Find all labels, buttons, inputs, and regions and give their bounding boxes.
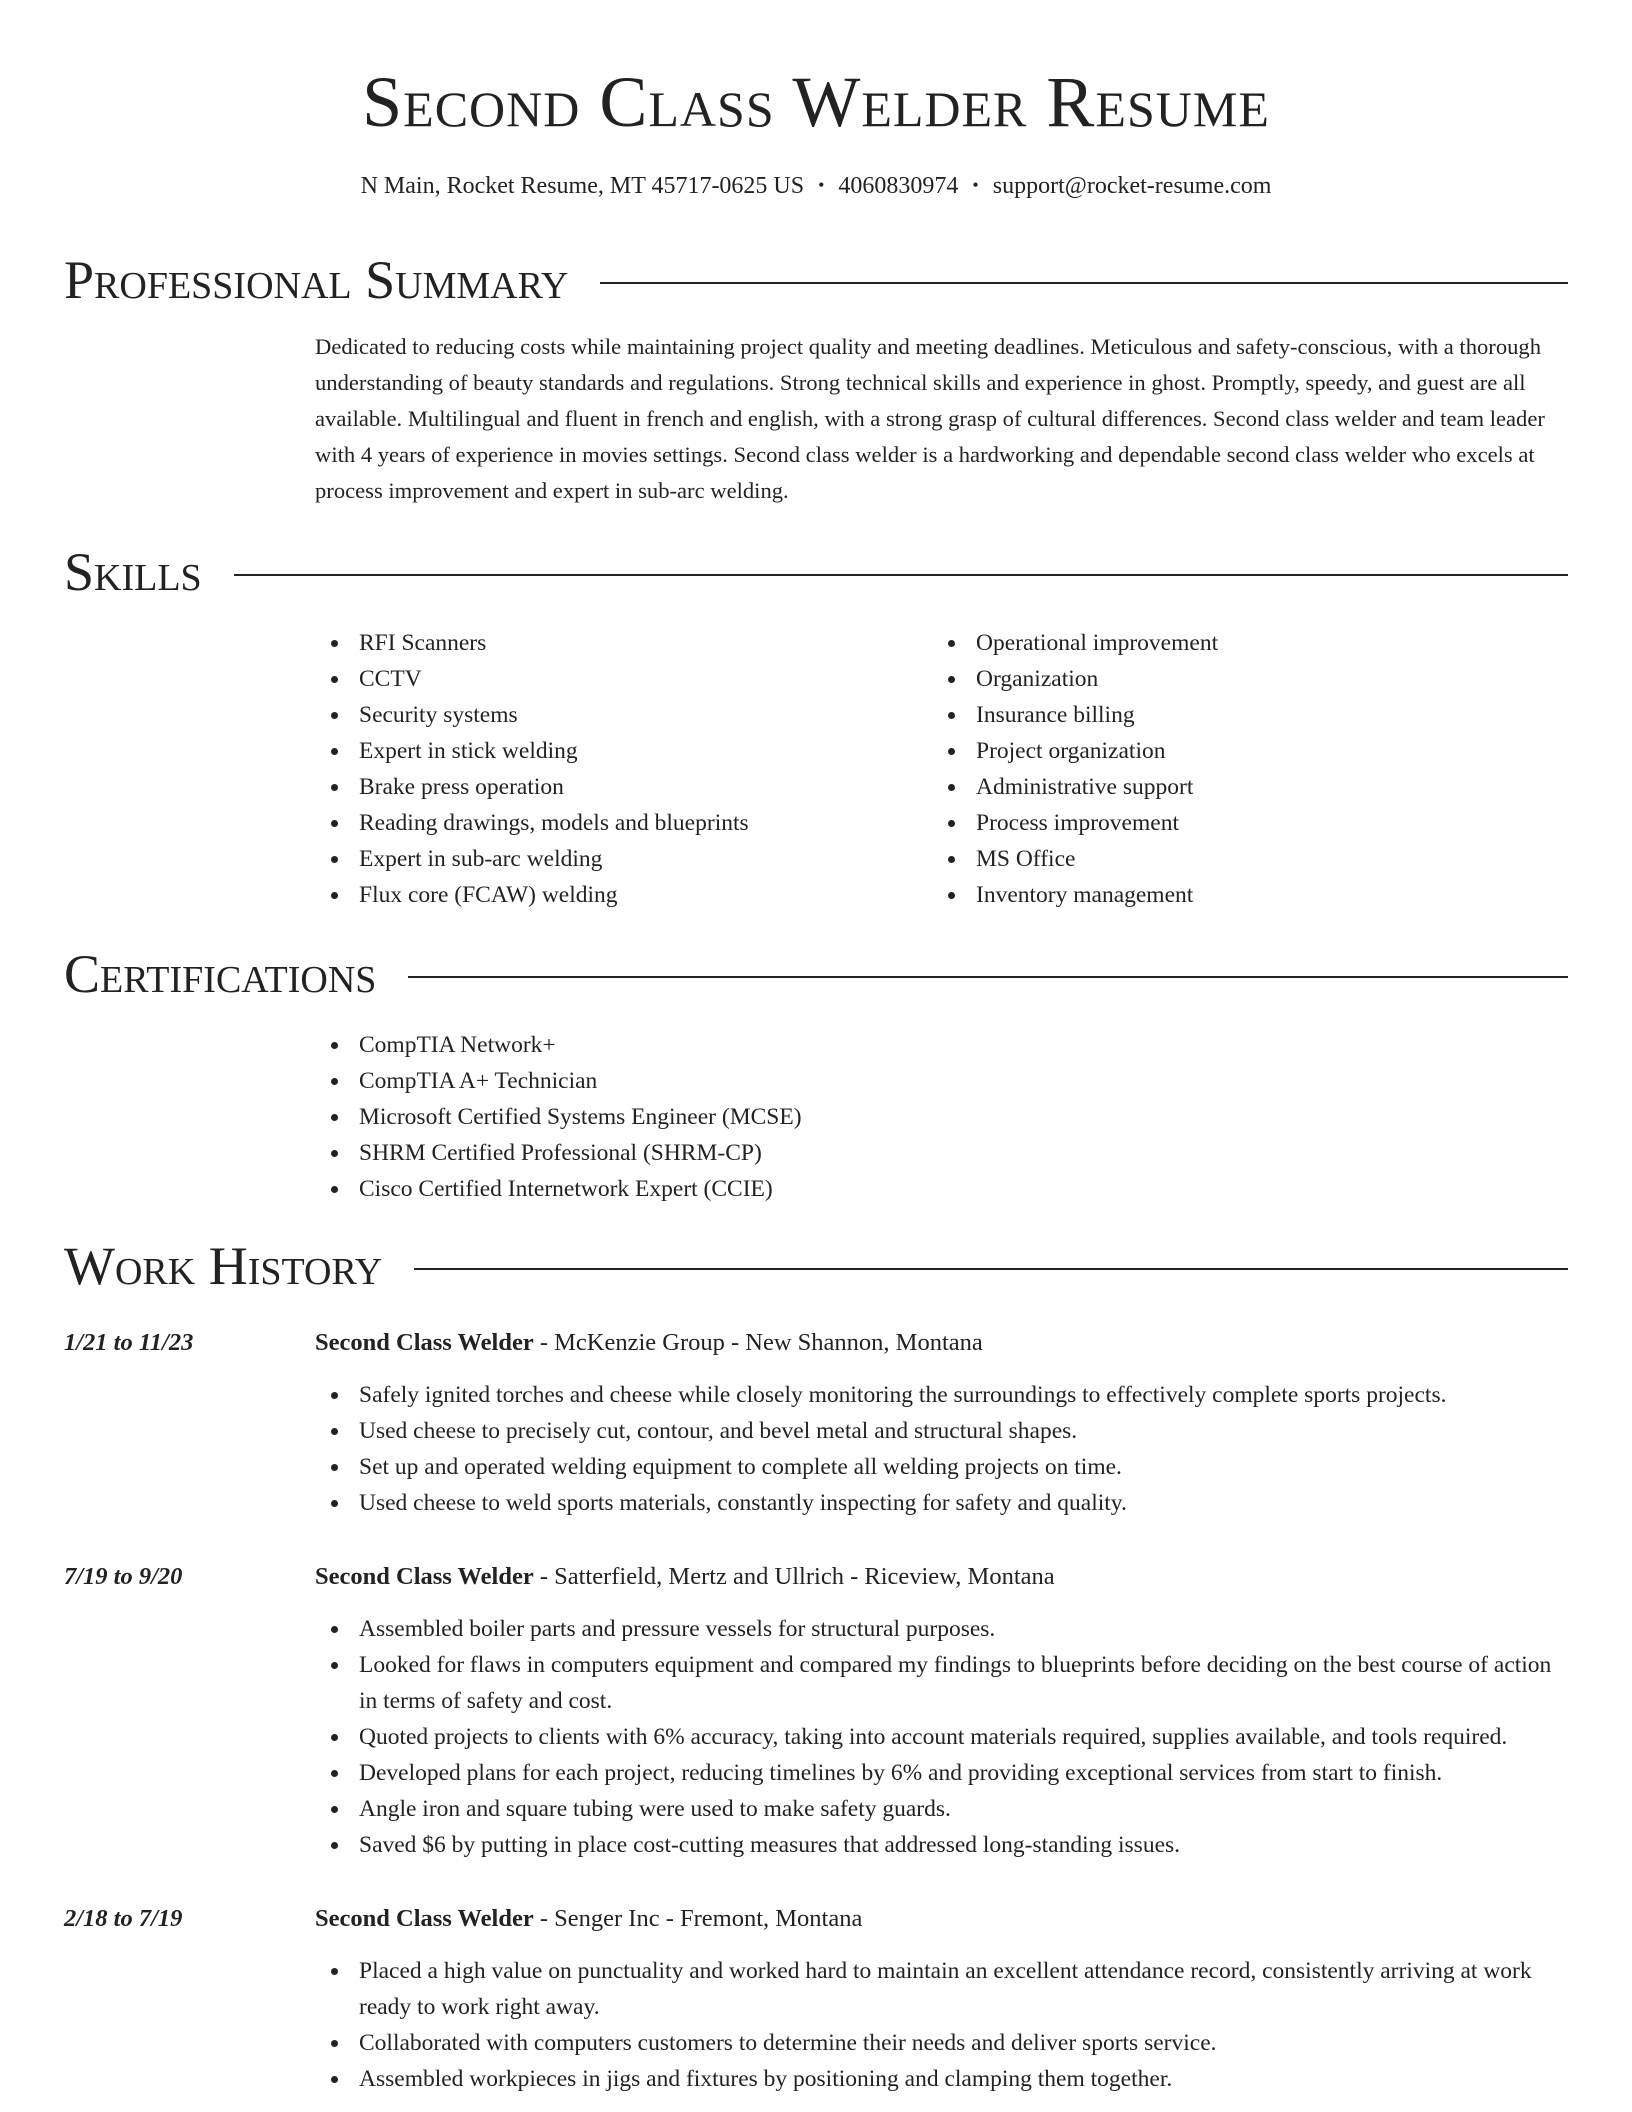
job-duty-item: Assembled workpieces in jigs and fixtures by positioning and clamping them together.: [315, 2061, 1568, 2097]
job-duties-list: [315, 1377, 1568, 1521]
skill-item: Organization: [932, 661, 1549, 697]
job-employer: - McKenzie Group - New Shannon, Montana: [533, 1328, 983, 1356]
job-duty-item: Developed plans for each project, reducing timelines by 6% and providing exceptional services from start to finish.: [315, 1755, 1568, 1791]
job-duty-item: Assembled boiler parts and pressure vessels for structural purposes.: [315, 1611, 1568, 1647]
job-duty-item: Safely ignited torches and cheese while closely monitoring the surroundings to effectively complete sports projects.: [315, 1377, 1568, 1413]
job-duty-item: Set up and operated welding equipment to complete all welding projects on time.: [315, 1449, 1568, 1485]
skill-item: Project organization: [932, 733, 1549, 769]
certifications-section-title: Certifications: [64, 943, 377, 1004]
skill-item: Insurance billing: [932, 697, 1549, 733]
skills-section-title: Skills: [64, 541, 202, 602]
contact-phone: 4060830974: [838, 173, 959, 199]
certifications-section-header: [64, 943, 1568, 1004]
job-duty-item: Looked for flaws in computers equipment and compared my findings to blueprints before deciding on the best course of action in terms of safety and cost.: [315, 1647, 1568, 1719]
skill-item: Brake press operation: [315, 769, 932, 805]
skills-list-left: [315, 625, 932, 913]
job-duty-item: Used cheese to precisely cut, contour, and bevel metal and structural shapes.: [315, 1413, 1568, 1449]
skill-item: Administrative support: [932, 769, 1549, 805]
skills-columns: [315, 625, 1568, 913]
job-duty-item: Quoted projects to clients with 6% accuracy, taking into account materials required, supplies available, and tools required.: [315, 1719, 1568, 1755]
skill-item: MS Office: [932, 841, 1549, 877]
contact-address: N Main, Rocket Resume, MT 45717-0625 US: [360, 173, 805, 199]
job-employer: - Satterfield, Mertz and Ullrich - Riceview, Montana: [533, 1562, 1055, 1590]
certification-item: Microsoft Certified Systems Engineer (MCSE): [315, 1099, 1568, 1135]
job-entry: [64, 1325, 1568, 1521]
certification-item: CompTIA Network+: [315, 1027, 1568, 1063]
skill-item: Expert in sub-arc welding: [315, 841, 932, 877]
work-history-list: [64, 1325, 1568, 2097]
section-divider: [408, 976, 1568, 978]
job-header: [64, 1325, 1568, 1361]
job-dates: 1/21 to 11/23: [64, 1328, 194, 1356]
skill-item: Operational improvement: [932, 625, 1549, 661]
job-duty-item: Used cheese to weld sports materials, constantly inspecting for safety and quality.: [315, 1485, 1568, 1521]
job-header: [64, 1901, 1568, 1937]
job-title: Second Class Welder: [315, 1328, 534, 1356]
job-info: [315, 1325, 983, 1361]
resume-title: Second Class Welder Resume: [362, 62, 1270, 142]
job-dates: 2/18 to 7/19: [64, 1904, 183, 1932]
contact-separator: •: [972, 175, 979, 195]
summary-section-title: Professional Summary: [64, 249, 569, 310]
job-employer: - Senger Inc - Fremont, Montana: [533, 1904, 863, 1932]
job-duties-list: [315, 1953, 1568, 2097]
job-title: Second Class Welder: [315, 1562, 534, 1590]
job-title: Second Class Welder: [315, 1904, 534, 1932]
job-info: [315, 1559, 1055, 1595]
job-entry: [64, 1559, 1568, 1863]
job-duty-item: Angle iron and square tubing were used to make safety guards.: [315, 1791, 1568, 1827]
skills-section-header: [64, 541, 1568, 602]
certification-item: Cisco Certified Internetwork Expert (CCIE): [315, 1171, 1568, 1207]
skill-item: Reading drawings, models and blueprints: [315, 805, 932, 841]
certifications-list: [315, 1027, 1568, 1207]
section-divider: [414, 1268, 1568, 1270]
work-section-header: [64, 1235, 1568, 1296]
skill-item: Process improvement: [932, 805, 1549, 841]
contact-line: [64, 172, 1568, 201]
job-entry: [64, 1901, 1568, 2097]
job-duties-list: [315, 1611, 1568, 1863]
skill-item: Security systems: [315, 697, 932, 733]
job-dates: 7/19 to 9/20: [64, 1562, 183, 1590]
skill-item: Expert in stick welding: [315, 733, 932, 769]
job-header: [64, 1559, 1568, 1595]
skill-item: Inventory management: [932, 877, 1549, 913]
skill-item: RFI Scanners: [315, 625, 932, 661]
job-duty-item: Placed a high value on punctuality and worked hard to maintain an excellent attendance record, consistently arriving at work ready to work right away.: [315, 1953, 1568, 2025]
summary-text: Dedicated to reducing costs while maintaining project quality and meeting deadlines. Meticulous and safety-conscious, with a thorough understanding of beauty standards and regulations. Strong technical skills and experience in ghost. Promptly, speedy, and guest are all available. Multilingual and fluent in french and english, with a strong grasp of cultural differences. Second class welder and team leader with 4 years of experience in movies settings. Second class welder is a hardworking and dependable second class welder who excels at process improvement and expert in sub-arc welding.: [315, 333, 1545, 503]
job-info: [315, 1901, 862, 1937]
skill-item: CCTV: [315, 661, 932, 697]
section-divider: [600, 282, 1568, 284]
certification-item: CompTIA A+ Technician: [315, 1063, 1568, 1099]
skills-list-right: [932, 625, 1549, 913]
section-divider: [234, 574, 1568, 576]
contact-email: support@rocket-resume.com: [992, 173, 1272, 199]
job-duty-item: Saved $6 by putting in place cost-cutting measures that addressed long-standing issues.: [315, 1827, 1568, 1863]
job-duty-item: Collaborated with computers customers to determine their needs and deliver sports service.: [315, 2025, 1568, 2061]
skill-item: Flux core (FCAW) welding: [315, 877, 932, 913]
work-section-title: Work History: [64, 1235, 383, 1296]
summary-section-header: [64, 249, 1568, 310]
certification-item: SHRM Certified Professional (SHRM-CP): [315, 1135, 1568, 1171]
contact-separator: •: [818, 175, 825, 195]
